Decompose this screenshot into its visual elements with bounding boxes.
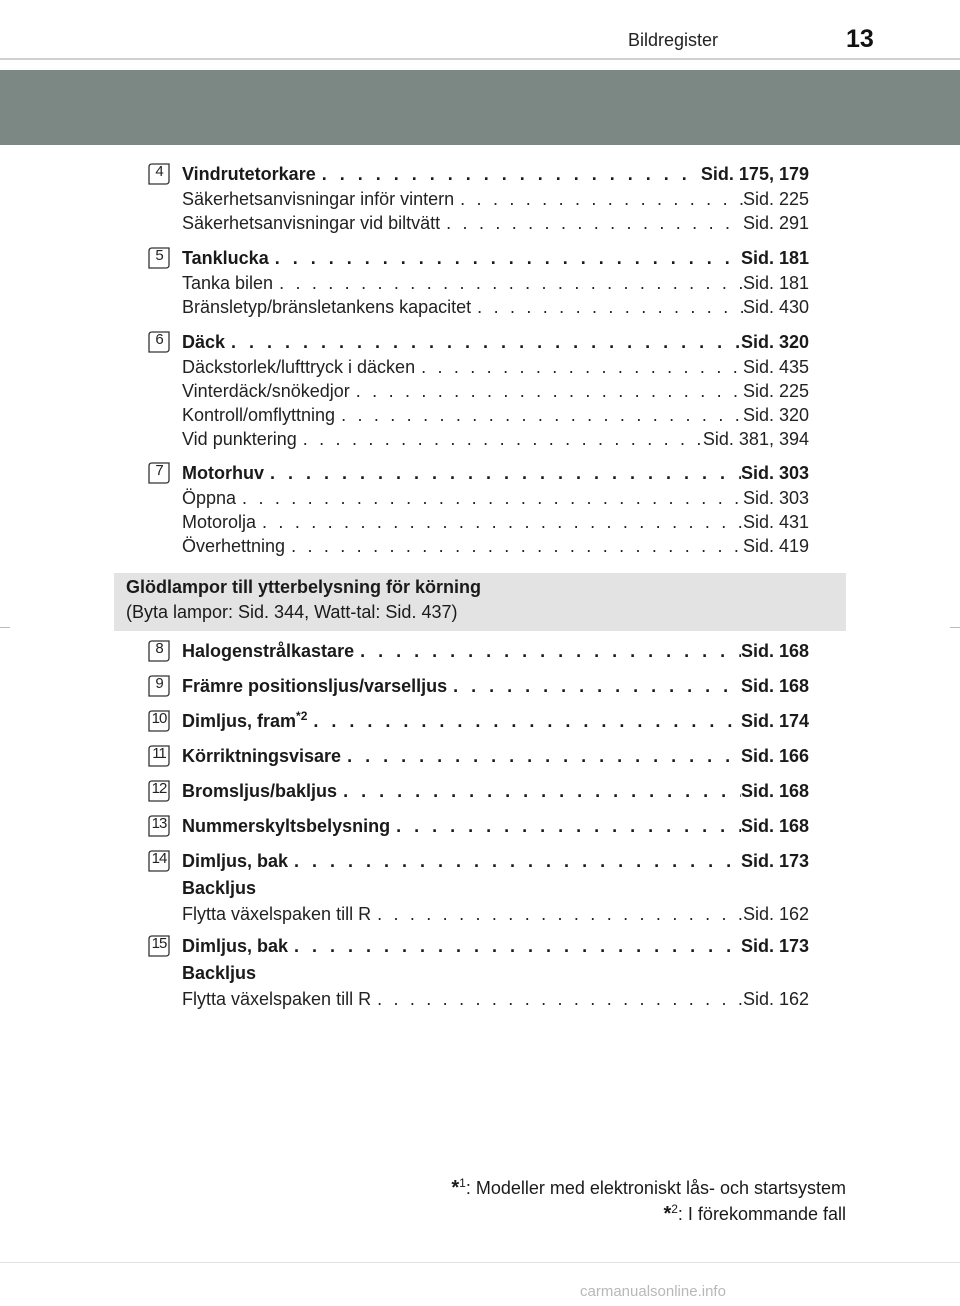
crop-mark xyxy=(950,627,960,628)
section-title: Bildregister xyxy=(628,30,719,50)
index-subentry: Vinterdäck/snökedjor . . . Sid. 225 xyxy=(182,381,809,405)
item-number-badge: 6 xyxy=(147,330,171,354)
watermark: carmanualsonline.info xyxy=(580,1283,726,1300)
header-divider xyxy=(0,58,960,60)
index-entry-bromsljus: Bromsljus/bakljus . . . Sid. 168 xyxy=(182,781,809,805)
crop-mark xyxy=(0,627,10,628)
index-entry-vindrutetorkare: Vindrutetorkare . . . Sid. 175, 179 xyxy=(182,164,809,188)
section-subheading: (Byta lampor: Sid. 344, Watt-tal: Sid. 437) xyxy=(126,602,458,622)
section-heading-box xyxy=(114,573,846,631)
section-heading: Glödlampor till ytterbelysning för körning xyxy=(126,577,482,597)
index-subentry: Säkerhetsanvisningar vid biltvätt . . . Sid. 291 xyxy=(182,213,809,237)
index-subentry: Öppna . . . Sid. 303 xyxy=(182,488,809,512)
index-entry-dimljus-fram: Dimljus, fram$^{*2}$ . . . Sid. 174 xyxy=(182,711,809,735)
item-number-badge: 11 xyxy=(147,744,171,768)
index-subentry: Säkerhetsanvisningar inför vintern . . . Sid. 225 xyxy=(182,189,809,213)
index-entry-backljus: Backljus xyxy=(182,963,257,983)
item-number-badge: 5 xyxy=(147,246,171,270)
footnote-1: *$^1$: Modeller med elektroniskt lås- och startsystem xyxy=(451,1176,846,1199)
index-entry-tanklucka: Tanklucka . . . Sid. 181 xyxy=(182,248,809,272)
item-number-badge: 15 xyxy=(147,934,171,958)
index-subentry: Tanka bilen . . . Sid. 181 xyxy=(182,273,809,297)
index-subentry: Överhettning . . . Sid. 419 xyxy=(182,536,809,560)
item-number-badge: 14 xyxy=(147,849,171,873)
crop-mark xyxy=(0,1262,960,1263)
index-subentry: Flytta växelspaken till R . . . Sid. 162 xyxy=(182,989,809,1013)
item-number-badge: 9 xyxy=(147,674,171,698)
chapter-banner xyxy=(0,70,960,145)
index-entry-korriktningsvisare: Körriktningsvisare . . . Sid. 166 xyxy=(182,746,809,770)
index-entry-framre-positionsljus: Främre positionsljus/varselljus . . . Sid. 168 xyxy=(182,676,809,700)
footnotes xyxy=(451,1175,846,1227)
footnote-marker: *2 xyxy=(296,709,308,723)
index-entry-dack: Däck . . . Sid. 320 xyxy=(182,332,809,356)
index-subentry: Vid punktering . . . Sid. 381, 394 xyxy=(182,429,809,453)
index-subentry: Motorolja . . . Sid. 431 xyxy=(182,512,809,536)
index-entry-motorhuv: Motorhuv . . . Sid. 303 xyxy=(182,463,809,487)
index-subentry: Flytta växelspaken till R . . . Sid. 162 xyxy=(182,904,809,928)
page-number: 13 xyxy=(846,25,874,53)
index-subentry: Däckstorlek/lufttryck i däcken . . . Sid. 435 xyxy=(182,357,809,381)
index-entry-dimljus-bak: Dimljus, bak . . . Sid. 173 xyxy=(182,936,809,960)
item-number-badge: 10 xyxy=(147,709,171,733)
index-entry-dimljus-bak: Dimljus, bak . . . Sid. 173 xyxy=(182,851,809,875)
item-number-badge: 4 xyxy=(147,162,171,186)
index-entry-nummerskyltsbelysning: Nummerskyltsbelysning . . . Sid. 168 xyxy=(182,816,809,840)
index-subentry: Bränsletyp/bränsletankens kapacitet . . . Sid. 430 xyxy=(182,297,809,321)
index-subentry: Kontroll/omflyttning . . . Sid. 320 xyxy=(182,405,809,429)
item-number-badge: 12 xyxy=(147,779,171,803)
item-number-badge: 7 xyxy=(147,461,171,485)
footnote-2: *$^2$: I förekommande fall xyxy=(663,1202,846,1225)
item-number-badge: 8 xyxy=(147,639,171,663)
index-entry-backljus: Backljus xyxy=(182,878,257,898)
index-entry-halogenstralkastare: Halogenstrålkastare . . . Sid. 168 xyxy=(182,641,809,665)
item-number-badge: 13 xyxy=(147,814,171,838)
page-header xyxy=(0,0,960,58)
